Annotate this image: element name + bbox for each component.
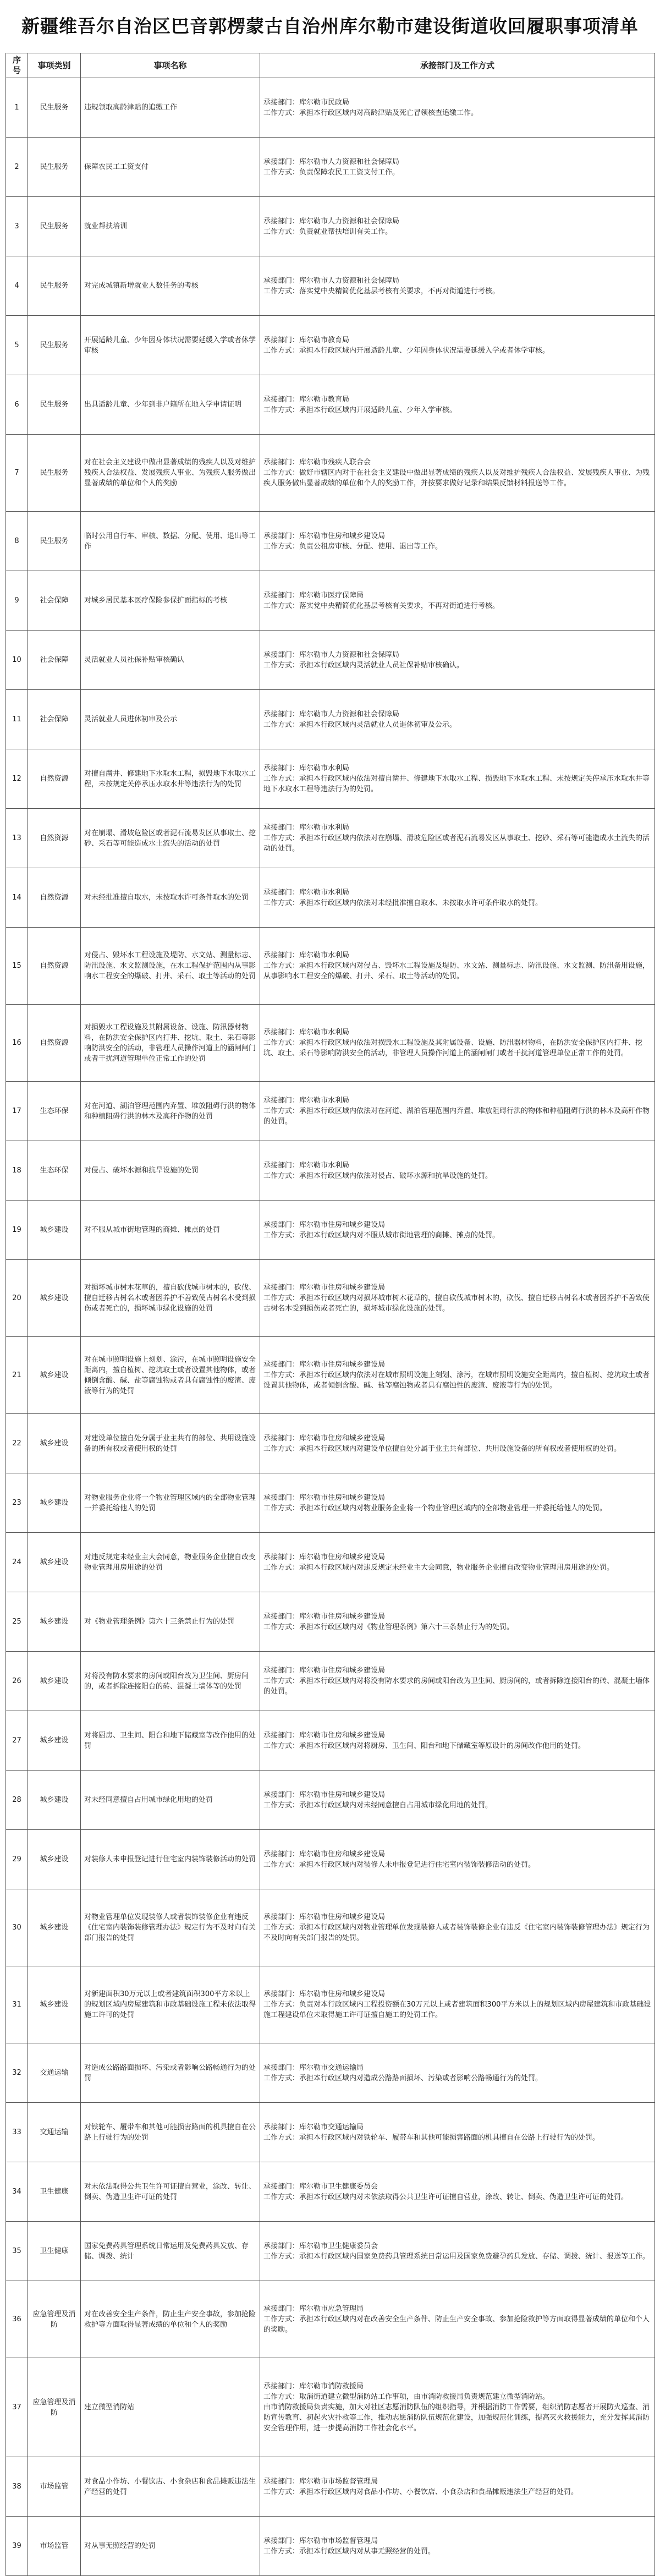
row-item-name: 开展适龄儿童、少年因身体状况需要延缓入学或者休学审核 xyxy=(81,316,260,375)
work-method-line: 工作方式：承担本行政区域内对造成公路路面损坏、污染或者影响公路畅通行为的处罚。 xyxy=(263,2074,543,2082)
duty-table xyxy=(6,53,655,2576)
row-item-name: 对物业服务企业将一个物业管理区域内的全部物业管理一并委托给他人的处罚 xyxy=(81,1473,260,1533)
department-line: 承接部门：库尔勒市交通运输局 xyxy=(263,2123,364,2131)
row-category: 交通运输 xyxy=(28,2043,81,2103)
work-method-line: 工作方式：承担本行政区域内对将厨房、卫生间、阳台和地下储藏室等原设计的房间改作他用的处罚。 xyxy=(263,1741,586,1750)
table-row xyxy=(6,2043,655,2103)
row-department xyxy=(260,690,655,749)
row-item-name: 对侵占、破坏水源和抗旱设施的处罚 xyxy=(81,1141,260,1201)
table-row xyxy=(6,571,655,631)
department-line: 承接部门：库尔勒市水利局 xyxy=(263,1097,350,1105)
header-row xyxy=(6,53,655,78)
department-line: 承接部门：库尔勒市住房和城乡建设局 xyxy=(263,1553,386,1561)
row-department xyxy=(260,2162,655,2222)
department-line: 承接部门：库尔勒市住房和城乡建设局 xyxy=(263,531,386,540)
header-name: 事项名称 xyxy=(81,53,260,78)
work-method-line: 工作方式：承担本行政区域内开展适龄儿童、少年因身体状况需要延缓入学或者休学审核。 xyxy=(263,346,550,355)
table-row xyxy=(6,2162,655,2222)
row-item-name: 临时公用自行车、审核、数据、分配、使用、退出等工作 xyxy=(81,512,260,571)
department-line: 承接部门：库尔勒市人力资源和社会保障局 xyxy=(263,710,400,719)
work-method-line: 工作方式：承担本行政区域内对违反规定未经业主大会同意，物业服务企业擅自改变物业管理用房用途的处罚。 xyxy=(263,1563,614,1572)
department-line: 承接部门：库尔勒市人力资源和社会保障局 xyxy=(263,157,400,166)
table-row xyxy=(6,1889,655,1966)
table-row xyxy=(6,138,655,197)
row-category: 城乡建设 xyxy=(28,1533,81,1592)
row-number: 11 xyxy=(6,690,28,749)
row-number: 26 xyxy=(6,1652,28,1711)
work-method-line: 工作方式：承担本行政区域内对物业服务企业将一个物业管理区域内的全部物业管理一并委托给他人的处罚。 xyxy=(263,1504,607,1512)
row-category: 城乡建设 xyxy=(28,1473,81,1533)
row-category: 生态环保 xyxy=(28,1141,81,1201)
row-number: 34 xyxy=(6,2162,28,2222)
row-item-name: 对造成公路路面损坏、污染或者影响公路畅通行为的处罚 xyxy=(81,2043,260,2103)
table-row xyxy=(6,2517,655,2576)
row-department xyxy=(260,256,655,316)
row-category: 民生服务 xyxy=(28,78,81,138)
row-category: 民生服务 xyxy=(28,316,81,375)
work-method-line: 工作方式：承担本行政区域内对在改善安全生产条件、防止生产安全事故、参加抢险救护等方面取得显著成绩的单位和个人的奖励。 xyxy=(263,2315,650,2334)
department-line: 承接部门：库尔勒市水利局 xyxy=(263,824,350,832)
work-method-line: 工作方式：承担本行政区域内对物业管理单位发现装修人或者装饰装修企业有违反《住宅室内装饰装修管理办法》规定行为不及时向有关部门报告的处罚。 xyxy=(263,1923,650,1942)
table-row xyxy=(6,1201,655,1260)
row-department xyxy=(260,1201,655,1260)
table-row xyxy=(6,1711,655,1771)
row-department xyxy=(260,1889,655,1966)
row-item-name: 国家免费药具管理系统日常运用及免费药具发放、存储、调拨、统计 xyxy=(81,2222,260,2281)
row-department xyxy=(260,78,655,138)
row-number: 38 xyxy=(6,2457,28,2517)
row-item-name: 违规领取高龄津贴的追缴工作 xyxy=(81,78,260,138)
row-category: 城乡建设 xyxy=(28,1966,81,2043)
department-line: 承接部门：库尔勒市人力资源和社会保障局 xyxy=(263,276,400,285)
work-method-line: 工作方式：承担本行政区域内依法对未经批准擅自取水、未按取水许可条件取水的处罚。 xyxy=(263,898,543,907)
header-category: 事项类别 xyxy=(28,53,81,78)
department-line: 承接部门：库尔勒市住房和城乡建设局 xyxy=(263,1361,386,1369)
row-item-name: 对未依法取得公共卫生许可证擅自营业，涂改、转让、倒卖、伪造卫生许可证的处罚 xyxy=(81,2162,260,2222)
row-department xyxy=(260,2358,655,2457)
row-number: 29 xyxy=(6,1830,28,1889)
row-number: 20 xyxy=(6,1260,28,1337)
row-category: 民生服务 xyxy=(28,197,81,256)
table-row xyxy=(6,2103,655,2162)
department-line: 承接部门：库尔勒市市场监督管理局 xyxy=(263,2536,378,2545)
row-department xyxy=(260,1005,655,1082)
row-item-name: 对违反规定未经业主大会同意，物业服务企业擅自改变物业管理用房用途的处罚 xyxy=(81,1533,260,1592)
row-item-name: 对将厨房、卫生间、阳台和地下储藏室等改作他用的处罚 xyxy=(81,1711,260,1771)
row-department xyxy=(260,2043,655,2103)
row-item-name: 对在城市照明设施上刻划、涂污，在城市照明设施安全距离内，擅自植树、挖坑取土或者设置其他物体，或者倾倒含酸、碱、盐等腐蚀物或者具有腐蚀性的废渣、废液等行为的处罚 xyxy=(81,1337,260,1414)
department-line: 承接部门：库尔勒市水利局 xyxy=(263,951,350,960)
department-line: 承接部门：库尔勒市民政局 xyxy=(263,98,350,107)
table-row xyxy=(6,868,655,928)
row-item-name: 对在社会主义建设中做出显著成绩的残疾人以及对维护残疾人合法权益、发展残疾人事业、为残疾人服务做出显著成绩的单位和个人的奖励 xyxy=(81,435,260,512)
row-number: 32 xyxy=(6,2043,28,2103)
row-department xyxy=(260,1533,655,1592)
row-number: 7 xyxy=(6,435,28,512)
row-item-name: 对损毁水工程设施及其附属设备、设施、防汛器材物料，在防洪安全保护区内打井、挖坑、取土、采石等影响防洪安全的活动，非管理人员操作河道上的涵闸闸门或者干扰河道管理单位正常工作的处罚 xyxy=(81,1005,260,1082)
row-item-name: 对从事无照经营的处罚 xyxy=(81,2517,260,2576)
work-method-line: 工作方式：承担本行政区域内对从事无照经营的处罚。 xyxy=(263,2547,436,2556)
row-number: 39 xyxy=(6,2517,28,2576)
row-department xyxy=(260,809,655,868)
table-row xyxy=(6,1966,655,2043)
row-number: 17 xyxy=(6,1082,28,1141)
row-number: 18 xyxy=(6,1141,28,1201)
department-line: 承接部门：库尔勒市住房和城乡建设局 xyxy=(263,1667,386,1675)
work-method-line: 工作方式：承担本行政区域内开展适龄儿童、少年入学审核。 xyxy=(263,405,457,414)
table-row xyxy=(6,1473,655,1533)
row-item-name: 对侵占、毁坏水工程设施及堤防、水文站、测量标志、防汛设施、水文监测设施，在水工程保护范围内从事影响水工程安全的爆破、打井、采石、取土等活动的处罚 xyxy=(81,928,260,1005)
row-category: 自然资源 xyxy=(28,928,81,1005)
table-row xyxy=(6,1337,655,1414)
row-number: 33 xyxy=(6,2103,28,2162)
row-number: 25 xyxy=(6,1592,28,1652)
table-row xyxy=(6,1771,655,1830)
work-method-line: 工作方式：承担本行政区域内灵活就业人员退休初审及公示。 xyxy=(263,720,457,729)
row-department xyxy=(260,197,655,256)
row-department xyxy=(260,316,655,375)
row-category: 应急管理及消防 xyxy=(28,2358,81,2457)
department-line: 承接部门：库尔勒市住房和城乡建设局 xyxy=(263,1434,386,1443)
work-method-line: 工作方式：承担本行政区域内依法对在河道、湖泊管理范围内弃置、堆放阻碍行洪的物体和种植阻碍行洪的林木及高秆作物的处罚。 xyxy=(263,1107,650,1126)
row-number: 14 xyxy=(6,868,28,928)
row-number: 19 xyxy=(6,1201,28,1260)
row-item-name: 对在改善安全生产条件，防止生产安全事故，参加抢险救护等方面取得显著成绩的单位和个人的奖励 xyxy=(81,2281,260,2358)
row-department xyxy=(260,512,655,571)
table-row xyxy=(6,631,655,690)
work-method-line: 工作方式：承担本行政区域内对未依法取得公共卫生许可证擅自营业，涂改、转让、倒卖、伪造卫生许可证的处罚。 xyxy=(263,2193,629,2201)
row-department xyxy=(260,2103,655,2162)
department-line: 承接部门：库尔勒市医疗保障局 xyxy=(263,591,364,600)
row-department xyxy=(260,1141,655,1201)
row-number: 37 xyxy=(6,2358,28,2457)
row-number: 13 xyxy=(6,809,28,868)
row-category: 自然资源 xyxy=(28,1005,81,1082)
row-department xyxy=(260,2517,655,2576)
row-category: 社会保障 xyxy=(28,631,81,690)
row-number: 5 xyxy=(6,316,28,375)
row-item-name: 建立微型消防站 xyxy=(81,2358,260,2457)
work-method-line: 工作方式：落实党中央精简优化基层考核有关要求，不再对街道进行考核。 xyxy=(263,287,500,295)
row-number: 6 xyxy=(6,375,28,435)
department-line: 承接部门：库尔勒市住房和城乡建设局 xyxy=(263,1220,386,1229)
work-method-line: 工作方式：落实党中央精简优化基层考核有关要求，不再对街道进行考核。 xyxy=(263,601,500,610)
row-number: 8 xyxy=(6,512,28,571)
work-method-line: 工作方式：承担本行政区域内依法对侵占、破坏水源和抗旱设施的处罚。 xyxy=(263,1171,493,1180)
table-body xyxy=(6,78,655,2576)
row-department xyxy=(260,1652,655,1711)
row-category: 卫生健康 xyxy=(28,2222,81,2281)
row-item-name: 对在崩塌、滑坡危险区或者泥石流易发区从事取土、挖砂、采石等可能造成水土流失的活动的处罚 xyxy=(81,809,260,868)
department-line: 承接部门：库尔勒市水利局 xyxy=(263,888,350,897)
table-row xyxy=(6,375,655,435)
row-category: 城乡建设 xyxy=(28,1889,81,1966)
work-method-line: 由市消防救援局负责实施，加大对社区志愿消防队伍的组织指导，并根据消防工作需要，组织消防志愿者开展防火巡查、消防宣传教育、初起火灾扑救等工作，推动志愿消防队伍规范化建设，加强规范化训练，提高灭火救援能力，充分发挥其消防安全管理作用，进一步提高消防工作社会化水平。 xyxy=(263,2403,650,2432)
work-method-line: 工作方式：承担本行政区域内依法对擅自凿井、修建地下水取水工程、损毁地下水取水工程、未按规定关停承压水取水井等地下水取水工程等违法行为的处罚。 xyxy=(263,775,650,793)
row-item-name: 对铁轮车、履带车和其他可能损害路面的机具擅自在公路上行驶行为的处罚 xyxy=(81,2103,260,2162)
table-row xyxy=(6,809,655,868)
table-row xyxy=(6,512,655,571)
row-number: 4 xyxy=(6,256,28,316)
row-item-name: 对新建面积30万元以上或者建筑面积300平方米以上的规划区域内房屋建筑和市政基础设施工程未依法取得施工许可的处罚 xyxy=(81,1966,260,2043)
row-item-name: 灵活就业人员社保补贴审核确认 xyxy=(81,631,260,690)
table-row xyxy=(6,1533,655,1592)
table-row xyxy=(6,1005,655,1082)
row-department xyxy=(260,1771,655,1830)
row-number: 3 xyxy=(6,197,28,256)
row-category: 城乡建设 xyxy=(28,1652,81,1711)
row-category: 自然资源 xyxy=(28,749,81,809)
row-category: 社会保障 xyxy=(28,571,81,631)
row-department xyxy=(260,571,655,631)
row-department xyxy=(260,1082,655,1141)
row-number: 35 xyxy=(6,2222,28,2281)
department-line: 承接部门：库尔勒市水利局 xyxy=(263,1161,350,1170)
table-row xyxy=(6,78,655,138)
department-line: 承接部门：库尔勒市住房和城乡建设局 xyxy=(263,1731,386,1740)
row-item-name: 对《物业管理条例》第六十三条禁止行为的处罚 xyxy=(81,1592,260,1652)
work-method-line: 工作方式：承担本行政区域内对铁轮车、履带车和其他可能损害路面的机具擅自在公路上行驶行为的处罚。 xyxy=(263,2133,600,2142)
table-row xyxy=(6,749,655,809)
work-method-line: 工作方式：承担本行政区域内依法对损毁水工程设施及其附属设备、设施、防汛器材物料，在防洪安全保护区内打井、挖坑、取土、采石等影响防洪安全的活动，非管理人员操作河道上的涵闸闸门或者干扰河道管理单位正常工作的处罚。 xyxy=(263,1039,643,1057)
row-department xyxy=(260,435,655,512)
row-item-name: 出具适龄儿童、少年到非户籍所在地入学申请证明 xyxy=(81,375,260,435)
work-method-line: 工作方式：承担本行政区域内对食品小作坊、小餐饮店、小食杂店和食品摊贩违法生产经营的处罚。 xyxy=(263,2487,579,2496)
row-item-name: 对建设单位擅自处分属于业主共有的部位、共用设施设备的所有权或者使用权的处罚 xyxy=(81,1414,260,1473)
department-line: 承接部门：库尔勒市住房和城乡建设局 xyxy=(263,1850,386,1859)
row-department xyxy=(260,2457,655,2517)
table-row xyxy=(6,1592,655,1652)
work-method-line: 工作方式：负责对本行政区域内工程投资额在30万元以上或者建筑面积300平方米以上的规划区域内房屋建筑和市政基础设施工程建设单位未取得施工许可证擅自施工的处罚工作。 xyxy=(263,2000,651,2019)
row-department xyxy=(260,749,655,809)
table-row xyxy=(6,197,655,256)
row-department xyxy=(260,1592,655,1652)
row-item-name: 对城乡居民基本医疗保险参保扩面指标的考核 xyxy=(81,571,260,631)
table-row xyxy=(6,256,655,316)
work-method-line: 工作方式：承担本行政区域内国家免费药具管理系统日常运用及国家免费避孕药具发放、存储、调拨、统计、报送等工作。 xyxy=(263,2252,650,2261)
work-method-line: 工作方式：承担本行政区域内对高龄津贴及死亡冒领核查追缴工作。 xyxy=(263,108,479,117)
department-line: 承接部门：库尔勒市人力资源和社会保障局 xyxy=(263,217,400,226)
row-number: 2 xyxy=(6,138,28,197)
work-method-line: 工作方式：负责保障农民工工资支付工作。 xyxy=(263,168,400,177)
row-item-name: 灵活就业人员进休初审及公示 xyxy=(81,690,260,749)
work-method-line: 工作方式：做好市辖区内对于在社会主义建设中做出显著成绩的残疾人以及对维护残疾人合法权益、发展残疾人事业、为残疾人服务做出显著成绩的单位和个人的奖励工作，并按要求做好记录和结果反馈材料报送等工作。 xyxy=(263,469,650,487)
department-line: 承接部门：库尔勒市住房和城乡建设局 xyxy=(263,1790,386,1799)
table-row xyxy=(6,1141,655,1201)
row-number: 1 xyxy=(6,78,28,138)
department-line: 承接部门：库尔勒市住房和城乡建设局 xyxy=(263,1493,386,1502)
work-method-line: 工作方式：承担本行政区域内对侵占、毁坏水工程设施及堤防、水文站、测量标志、防汛设施、水文监测、防汛备用设施，从事影响水工程安全的爆破、打井、采石、取土等活动的处罚。 xyxy=(263,962,650,980)
department-line: 承接部门：库尔勒市卫生健康委员会 xyxy=(263,2182,378,2191)
row-department xyxy=(260,1260,655,1337)
row-number: 10 xyxy=(6,631,28,690)
row-department xyxy=(260,868,655,928)
department-line: 承接部门：库尔勒市应急管理局 xyxy=(263,2305,364,2313)
row-item-name: 对将没有防水要求的房间或阳台改为卫生间、厨房间的，或者拆除连接阳台的砖、混凝土墙体等的处罚 xyxy=(81,1652,260,1711)
row-department xyxy=(260,2222,655,2281)
row-category: 城乡建设 xyxy=(28,1711,81,1771)
row-category: 社会保障 xyxy=(28,690,81,749)
table-row xyxy=(6,1414,655,1473)
row-department xyxy=(260,375,655,435)
table-row xyxy=(6,2358,655,2457)
row-number: 15 xyxy=(6,928,28,1005)
row-department xyxy=(260,928,655,1005)
row-item-name: 对在河道、湖泊管理范围内弃置、堆放阻碍行洪的物体和种植阻碍行洪的林木及高秆作物的处罚 xyxy=(81,1082,260,1141)
row-number: 27 xyxy=(6,1711,28,1771)
row-category: 城乡建设 xyxy=(28,1592,81,1652)
table-row xyxy=(6,2222,655,2281)
row-item-name: 对未经同意擅自占用城市绿化用地的处罚 xyxy=(81,1771,260,1830)
table-row xyxy=(6,316,655,375)
row-category: 交通运输 xyxy=(28,2103,81,2162)
department-line: 承接部门：库尔勒市水利局 xyxy=(263,764,350,772)
table-row xyxy=(6,1082,655,1141)
row-category: 城乡建设 xyxy=(28,1830,81,1889)
table-row xyxy=(6,435,655,512)
row-department xyxy=(260,138,655,197)
row-department xyxy=(260,1966,655,2043)
row-number: 31 xyxy=(6,1966,28,2043)
department-line: 承接部门：库尔勒市住房和城乡建设局 xyxy=(263,1612,386,1621)
header-dept: 承接部门及工作方式 xyxy=(260,53,655,78)
row-item-name: 就业帮扶培训 xyxy=(81,197,260,256)
row-number: 28 xyxy=(6,1771,28,1830)
table-row xyxy=(6,1652,655,1711)
work-method-line: 工作方式：负责公租房审核、分配、使用、退出等工作。 xyxy=(263,542,443,551)
row-item-name: 对未经批准擅自取水，未按取水许可条件取水的处罚 xyxy=(81,868,260,928)
department-line: 承接部门：库尔勒市水利局 xyxy=(263,1028,350,1037)
row-category: 民生服务 xyxy=(28,375,81,435)
work-method-line: 工作方式：承担本行政区域内依法对在崩塌、滑坡危险区或者泥石流易发区从事取土、挖砂、采石等可能造成水土流失的活动的处罚。 xyxy=(263,834,650,853)
department-line: 承接部门：库尔勒市住房和城乡建设局 xyxy=(263,1990,386,1998)
row-number: 9 xyxy=(6,571,28,631)
row-number: 16 xyxy=(6,1005,28,1082)
table-row xyxy=(6,1260,655,1337)
department-line: 承接部门：库尔勒市教育局 xyxy=(263,336,350,344)
table-row xyxy=(6,1830,655,1889)
row-department xyxy=(260,1414,655,1473)
row-category: 城乡建设 xyxy=(28,1771,81,1830)
row-category: 自然资源 xyxy=(28,868,81,928)
row-item-name: 对完成城镇新增就业人数任务的考核 xyxy=(81,256,260,316)
header-no: 序号 xyxy=(6,53,28,78)
work-method-line: 工作方式：承担本行政区域内灵活就业人员社保补贴审核确认。 xyxy=(263,661,464,670)
row-number: 24 xyxy=(6,1533,28,1592)
row-department xyxy=(260,2281,655,2358)
row-number: 21 xyxy=(6,1337,28,1414)
row-category: 城乡建设 xyxy=(28,1337,81,1414)
department-line: 承接部门：库尔勒市市场监督管理局 xyxy=(263,2477,378,2486)
row-department xyxy=(260,631,655,690)
row-category: 城乡建设 xyxy=(28,1201,81,1260)
row-item-name: 对损坏城市树木花草的，擅自砍伐城市树木的，砍伐、擅自迁移古树名木或者因养护不善致使古树名木受到损伤或者死亡的，损坏城市绿化设施的处罚 xyxy=(81,1260,260,1337)
row-category: 民生服务 xyxy=(28,256,81,316)
department-line: 承接部门：库尔勒市住房和城乡建设局 xyxy=(263,1284,386,1292)
work-method-line: 工作方式：承担本行政区域内对未经同意擅自占用城市绿化用地的处罚。 xyxy=(263,1801,493,1810)
row-category: 生态环保 xyxy=(28,1082,81,1141)
row-category: 应急管理及消防 xyxy=(28,2281,81,2358)
department-line: 承接部门：库尔勒市残疾人联合会 xyxy=(263,458,371,467)
row-department xyxy=(260,1830,655,1889)
work-method-line: 工作方式：承担本行政区域内对将没有防水要求的房间或阳台改为卫生间、厨房间的，或者拆除连接阳台的砖、混凝土墙体的处罚。 xyxy=(263,1677,650,1696)
row-category: 卫生健康 xyxy=(28,2162,81,2222)
row-item-name: 对不服从城市街地管理的商摊、摊点的处罚 xyxy=(81,1201,260,1260)
row-number: 23 xyxy=(6,1473,28,1533)
row-category: 城乡建设 xyxy=(28,1414,81,1473)
row-category: 民生服务 xyxy=(28,512,81,571)
department-line: 承接部门：库尔勒市卫生健康委员会 xyxy=(263,2241,378,2250)
row-item-name: 对物业管理单位发现装修人或者装饰装修企业有违反《住宅室内装饰装修管理办法》规定行为不及时向有关部门报告的处罚 xyxy=(81,1889,260,1966)
table-row xyxy=(6,2281,655,2358)
department-line: 承接部门：库尔勒市住房和城乡建设局 xyxy=(263,1913,386,1921)
row-item-name: 对食品小作坊、小餐饮店、小食杂店和食品摊贩违法生产经营的处罚 xyxy=(81,2457,260,2517)
row-category: 民生服务 xyxy=(28,435,81,512)
row-category: 市场监管 xyxy=(28,2517,81,2576)
work-method-line: 工作方式：负责就业帮扶培训有关工作。 xyxy=(263,227,393,236)
row-number: 22 xyxy=(6,1414,28,1473)
department-line: 承接部门：库尔勒市教育局 xyxy=(263,395,350,404)
department-line: 承接部门：库尔勒市消防救援局 xyxy=(263,2382,364,2391)
work-method-line: 工作方式：承担本行政区域内对建设单位擅自处分属于业主共有部位、共用设施设备的所有权或者使用权的处罚。 xyxy=(263,1444,622,1453)
row-category: 城乡建设 xyxy=(28,1260,81,1337)
row-item-name: 保障农民工工资支付 xyxy=(81,138,260,197)
department-line: 承接部门：库尔勒市人力资源和社会保障局 xyxy=(263,650,400,659)
row-number: 30 xyxy=(6,1889,28,1966)
table-row xyxy=(6,2457,655,2517)
work-method-line: 工作方式：承担本行政区域内对损坏城市树木花草的，擅自砍伐城市树木的，砍伐、擅自迁移古树名木或者因养护不善致使古树名木受到损伤或者死亡的，损坏城市绿化设施的处罚。 xyxy=(263,1294,650,1313)
row-item-name: 对擅自凿井、修建地下水取水工程，损毁地下水取水工程，未按规定关停承压水取水井等违法行为的处罚 xyxy=(81,749,260,809)
table-row xyxy=(6,690,655,749)
table-row xyxy=(6,928,655,1005)
row-department xyxy=(260,1473,655,1533)
row-number: 12 xyxy=(6,749,28,809)
work-method-line: 工作方式：承担本行政区域内对装修人未申报登记进行住宅室内装饰装修活动的处罚。 xyxy=(263,1860,536,1869)
work-method-line: 工作方式：承担本行政区域内对不服从城市街地管理的商摊、摊点的处罚。 xyxy=(263,1231,500,1240)
row-item-name: 对装修人未申报登记进行住宅室内装饰装修活动的处罚 xyxy=(81,1830,260,1889)
row-number: 36 xyxy=(6,2281,28,2358)
row-category: 自然资源 xyxy=(28,809,81,868)
row-category: 市场监管 xyxy=(28,2457,81,2517)
work-method-line: 工作方式：承担本行政区域内依法对在城市照明设施上刻划、涂污，在城市照明设施安全距离内，擅自植树、挖坑取土或者设置其他物体，或者倾倒含酸、碱、盐等腐蚀物或者具有腐蚀性的废渣、废液等行为的处罚。 xyxy=(263,1371,650,1390)
row-department xyxy=(260,1711,655,1771)
page-title: 新疆维吾尔自治区巴音郭楞蒙古自治州库尔勒市建设街道收回履职事项清单 xyxy=(21,15,639,37)
department-line: 承接部门：库尔勒市交通运输局 xyxy=(263,2063,364,2072)
work-method-line: 工作方式：取消街道建立微型消防站工作事项，由市消防救援局负责规范建立微型消防站。 xyxy=(263,2393,550,2401)
work-method-line: 工作方式：承担本行政区域内对《物业管理条例》第六十三条禁止行为的处罚。 xyxy=(263,1623,514,1631)
row-department xyxy=(260,1337,655,1414)
row-category: 民生服务 xyxy=(28,138,81,197)
